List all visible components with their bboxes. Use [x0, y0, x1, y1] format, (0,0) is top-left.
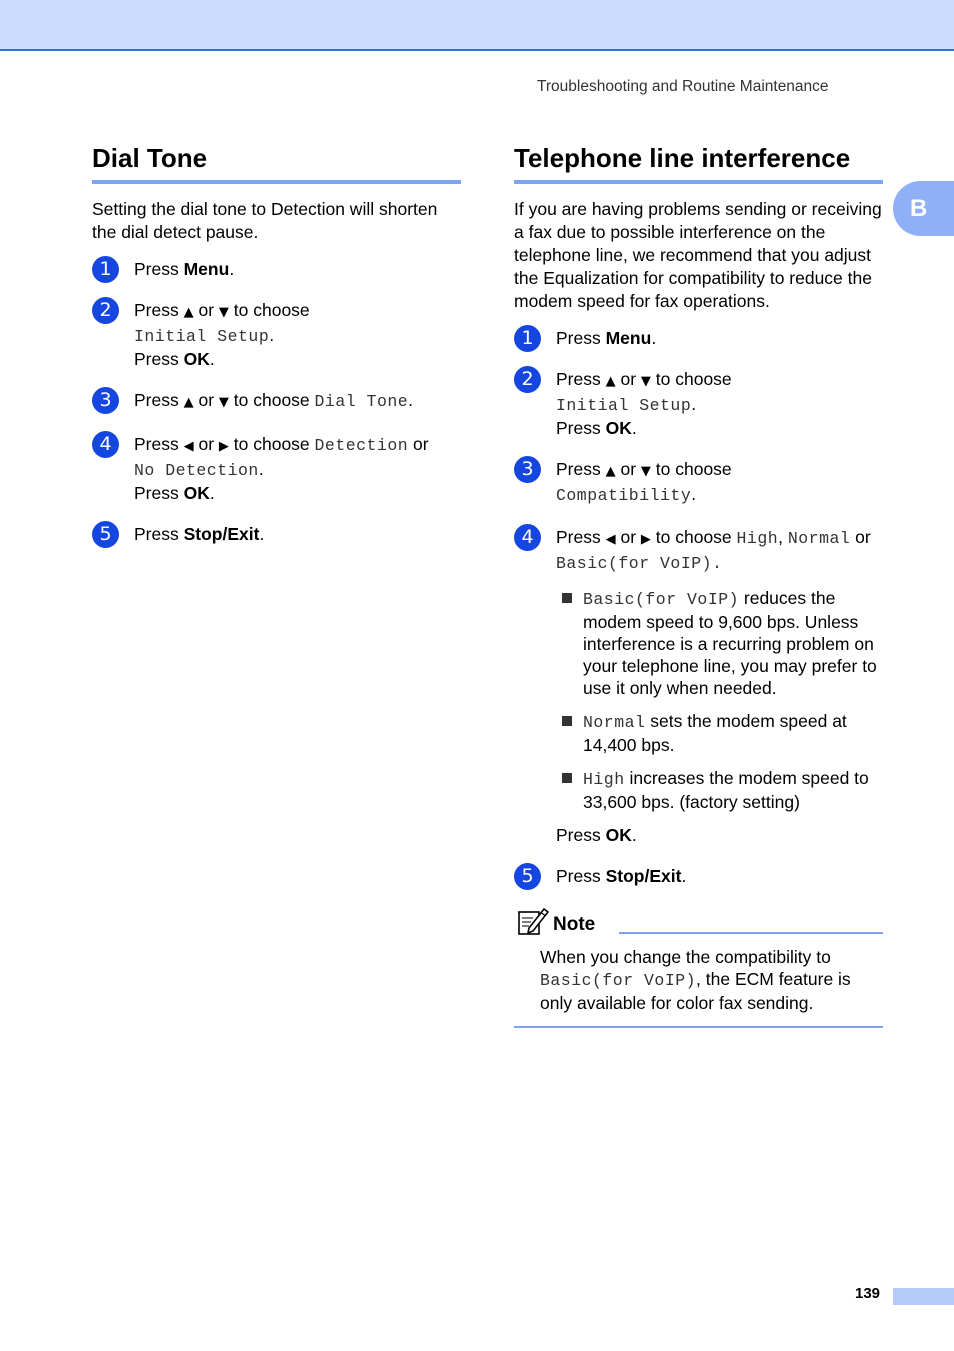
step-2: 2 Press ▲ or ▼ to choose Initial Setup. Press OK. [514, 368, 883, 439]
note-rule [619, 932, 883, 934]
note-pencil-icon [517, 906, 549, 936]
step-3: 3 Press ▲ or ▼ to choose Dial Tone. [92, 389, 461, 414]
right-arrow-icon: ▶ [640, 532, 651, 547]
menu-value: Initial Setup [556, 396, 692, 415]
telephone-interference-section [514, 142, 883, 1028]
chapter-tab: B [893, 181, 954, 236]
telephone-interference-intro: If you are having problems sending or receiving a fax due to possible interference on the telephone line, we recommend that you adjust the Equalization for compatibility to reduce the modem speed for fax operations. [514, 199, 882, 311]
note-box [514, 906, 883, 1028]
step-number-3: 3 [92, 387, 119, 414]
menu-value: Detection [314, 436, 409, 455]
up-arrow-icon: ▲ [605, 464, 616, 479]
list-item: Normal sets the modem speed at 14,400 bps. [562, 710, 883, 756]
step-1: 1 Press Menu. [92, 258, 461, 280]
right-arrow-icon: ▶ [218, 439, 229, 454]
step-4: 4 Press ◀ or ▶ to choose High, Normal or Basic(for VoIP). Basic(for VoIP) reduces the modem speed to 9,600 bps. Unless interference is a recurring problem on your telephone line, you may prefer to use it only when needed. Normal sets the modem speed at 14,400 bps. High increases the modem speed to 33,600 bps. (factory setting) Press OK. [514, 526, 883, 846]
ok-key: OK [605, 825, 632, 845]
menu-key: Menu [183, 259, 230, 279]
ok-key: OK [183, 483, 210, 503]
step-3: 3 Press ▲ or ▼ to choose Compatibility. [514, 458, 883, 507]
step-number-1: 1 [514, 325, 541, 352]
ok-key: OK [183, 349, 210, 369]
step-number-2: 2 [92, 297, 119, 324]
top-band [0, 0, 954, 51]
bullet-square-icon [562, 593, 572, 603]
option-list [562, 587, 883, 813]
note-header [514, 906, 883, 936]
step-number-4: 4 [514, 524, 541, 551]
step-4: 4 Press ◀ or ▶ to choose Detection or No Detection. Press OK. [92, 433, 461, 504]
menu-key: Menu [605, 328, 652, 348]
page-number-bar [893, 1288, 954, 1305]
step-number-4: 4 [92, 431, 119, 458]
up-arrow-icon: ▲ [605, 374, 616, 389]
bullet-square-icon [562, 773, 572, 783]
dial-tone-heading: Dial Tone [92, 142, 461, 184]
running-header: Troubleshooting and Routine Maintenance [537, 78, 829, 95]
menu-value: Dial Tone [314, 392, 409, 411]
dial-tone-section [92, 142, 461, 564]
step-number-5: 5 [514, 863, 541, 890]
menu-value: High [736, 529, 779, 548]
down-arrow-icon: ▼ [640, 374, 651, 389]
step-2: 2 Press ▲ or ▼ to choose Initial Setup. Press OK. [92, 299, 461, 370]
menu-value: Basic(for VoIP). [556, 554, 723, 573]
stop-exit-key: Stop/Exit [183, 524, 260, 544]
telephone-interference-steps [514, 327, 883, 887]
left-arrow-icon: ◀ [605, 532, 616, 547]
ok-key: OK [605, 418, 632, 438]
step-number-2: 2 [514, 366, 541, 393]
menu-value: Normal [787, 529, 851, 548]
step-number-1: 1 [92, 256, 119, 283]
note-bottom-rule [514, 1026, 883, 1028]
list-item: High increases the modem speed to 33,600 bps. (factory setting) [562, 767, 883, 813]
step-1: 1 Press Menu. [514, 327, 883, 349]
menu-value: Compatibility [556, 486, 692, 505]
down-arrow-icon: ▼ [218, 395, 229, 410]
note-title: Note [553, 914, 596, 935]
note-text: When you change the compatibility to Basic(for VoIP), the ECM feature is only available for color fax sending. [540, 947, 851, 1013]
dial-tone-steps [92, 258, 461, 545]
down-arrow-icon: ▼ [640, 464, 651, 479]
up-arrow-icon: ▲ [183, 395, 194, 410]
dial-tone-intro: Setting the dial tone to Detection will shorten the dial detect pause. [92, 199, 438, 242]
page-number: 139 [855, 1285, 881, 1302]
step-5: 5 Press Stop/Exit. [92, 523, 461, 545]
list-item: Basic(for VoIP) reduces the modem speed to 9,600 bps. Unless interference is a recurring problem on your telephone line, you may prefer to use it only when needed. [562, 587, 883, 699]
down-arrow-icon: ▼ [218, 305, 229, 320]
step-5: 5 Press Stop/Exit. [514, 865, 883, 887]
bullet-square-icon [562, 716, 572, 726]
menu-value: Initial Setup [134, 327, 270, 346]
step-number-5: 5 [92, 521, 119, 548]
step-number-3: 3 [514, 456, 541, 483]
menu-value: No Detection [134, 461, 259, 480]
left-arrow-icon: ◀ [183, 439, 194, 454]
telephone-interference-heading: Telephone line interference [514, 142, 883, 184]
stop-exit-key: Stop/Exit [605, 866, 682, 886]
up-arrow-icon: ▲ [183, 305, 194, 320]
